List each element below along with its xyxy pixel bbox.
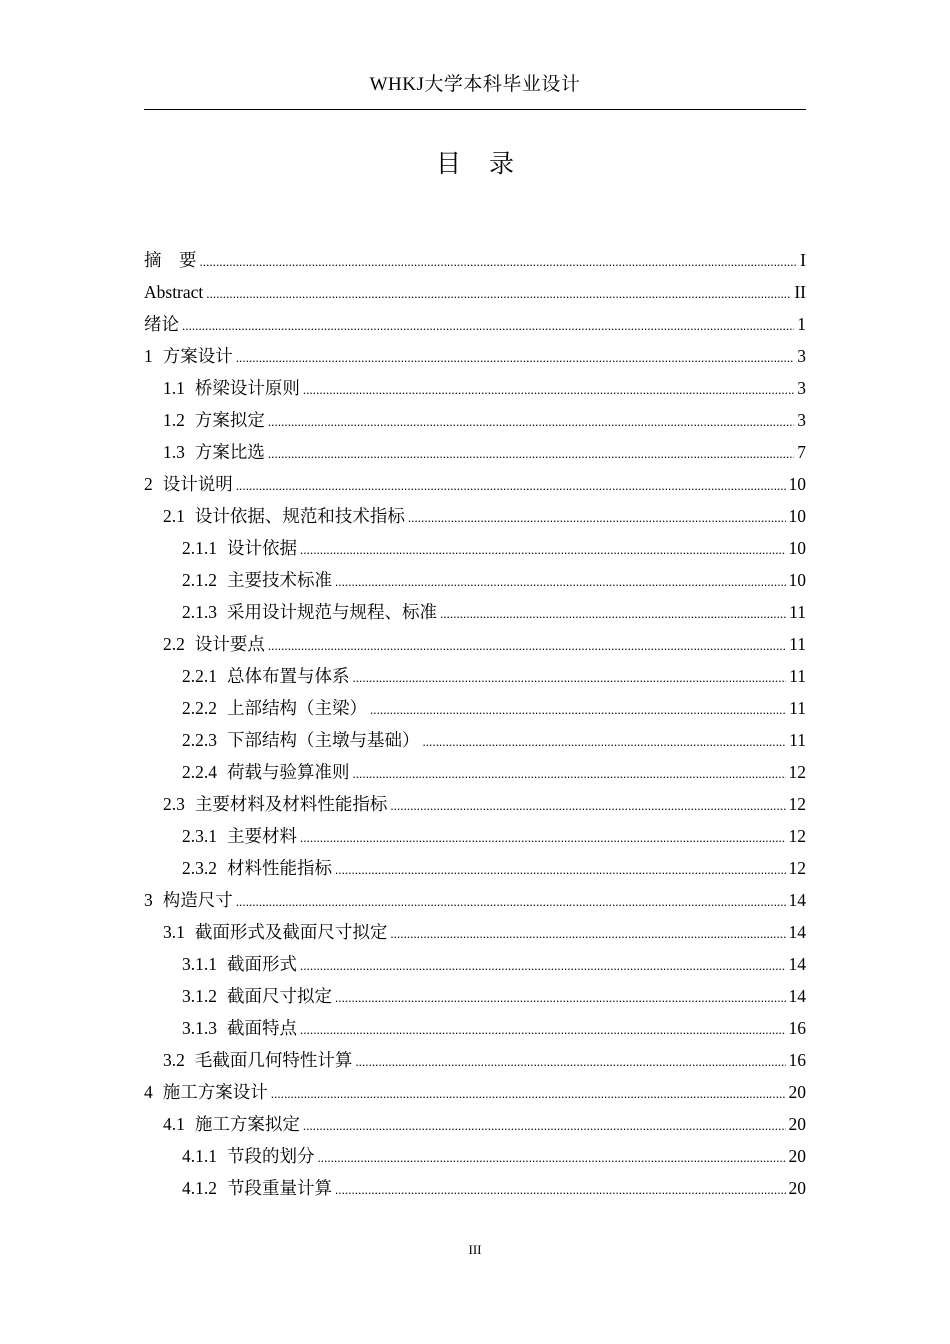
toc-entry-page: 11: [789, 602, 806, 622]
toc-entry-label: 截面尺寸拟定: [227, 986, 332, 1006]
toc-entry-label: 方案比选: [194, 442, 265, 462]
toc-entry-number: 2.1.3: [182, 602, 217, 622]
toc-entry[interactable]: [144, 692, 806, 724]
toc-entry-number: 2.2.4: [182, 762, 217, 782]
toc-entry-page: 3: [797, 346, 806, 366]
toc-leader-dots: [370, 692, 786, 724]
toc-entry[interactable]: [144, 916, 806, 948]
toc-entry[interactable]: [144, 1108, 806, 1140]
toc-entry-page: 12: [788, 762, 806, 782]
toc-leader-dots: [408, 500, 786, 532]
toc-leader-dots: [353, 660, 787, 692]
toc-entry[interactable]: [144, 884, 806, 916]
toc-entry-number: 2.1.2: [182, 570, 217, 590]
toc-leader-dots: [236, 468, 786, 500]
toc-entry[interactable]: [144, 628, 806, 660]
toc-entry-page: 11: [789, 634, 806, 654]
toc-entry[interactable]: [144, 724, 806, 756]
toc-entry-label: Abstract: [144, 282, 204, 302]
toc-entry-label: 总体布置与体系: [227, 666, 350, 686]
toc-entry-number: 2.1.1: [182, 538, 217, 558]
toc-entry[interactable]: [144, 244, 806, 276]
page-number: III: [468, 1242, 482, 1257]
toc-entry-number: 1.3: [163, 442, 185, 462]
toc-leader-dots: [300, 1012, 786, 1044]
toc-entry[interactable]: [144, 948, 806, 980]
toc-leader-dots: [303, 1108, 786, 1140]
toc-entry-page: 14: [788, 986, 806, 1006]
toc-entry[interactable]: [144, 468, 806, 500]
toc-entry[interactable]: [144, 980, 806, 1012]
toc-entry-number: 3.1.3: [182, 1018, 217, 1038]
toc-entry-page: II: [794, 282, 806, 302]
toc-leader-dots: [335, 1172, 786, 1204]
toc-entry[interactable]: [144, 1172, 806, 1204]
toc-leader-dots: [300, 820, 786, 852]
toc-leader-dots: [268, 628, 786, 660]
toc-leader-dots: [440, 596, 786, 628]
toc-entry[interactable]: [144, 340, 806, 372]
toc-entry[interactable]: [144, 404, 806, 436]
toc-entry[interactable]: [144, 276, 806, 308]
toc-entry-label: 设计要点: [194, 634, 265, 654]
toc-entry-label: 绪论: [144, 314, 179, 334]
toc-entry-number: 3.1: [163, 922, 185, 942]
toc-entry-number: 1.2: [163, 410, 185, 430]
toc-entry-label: 施工方案拟定: [194, 1114, 300, 1134]
toc-leader-dots: [271, 1076, 786, 1108]
toc-entry-label: 主要技术标准: [227, 570, 332, 590]
toc-entry-label: 设计依据: [227, 538, 297, 558]
toc-entry-label: 截面特点: [227, 1018, 297, 1038]
toc-entry-number: 4.1: [163, 1114, 185, 1134]
toc-entry-label: 截面形式及截面尺寸拟定: [194, 922, 388, 942]
toc-entry-label: 节段重量计算: [227, 1178, 332, 1198]
toc-entry-label: 采用设计规范与规程、标准: [227, 602, 437, 622]
toc-entry[interactable]: [144, 788, 806, 820]
toc-entry-page: 20: [788, 1082, 806, 1102]
toc-title-char-2: 录: [489, 149, 515, 178]
toc-entry-label: 摘 要: [144, 250, 197, 270]
toc-leader-dots: [182, 308, 794, 340]
toc-entry-page: 16: [788, 1018, 806, 1038]
toc-entry-page: 12: [788, 794, 806, 814]
toc-entry[interactable]: [144, 500, 806, 532]
toc-entry-label: 截面形式: [227, 954, 297, 974]
toc-leader-dots: [335, 852, 786, 884]
toc-entry-number: 2.2.2: [182, 698, 217, 718]
toc-entry-number: 3.1.2: [182, 986, 217, 1006]
toc-entry-page: 10: [788, 570, 806, 590]
toc-entry-number: 4.1.1: [182, 1146, 217, 1166]
toc-entry-page: 3: [797, 410, 806, 430]
toc-entry-page: 10: [788, 538, 806, 558]
toc-entry-page: 20: [788, 1114, 806, 1134]
toc-entry[interactable]: [144, 1140, 806, 1172]
toc-entry[interactable]: [144, 852, 806, 884]
toc-title: [0, 146, 950, 182]
toc-entry-label: 设计说明: [162, 474, 233, 494]
toc-leader-dots: [335, 564, 786, 596]
toc-entry-label: 主要材料: [227, 826, 297, 846]
toc-entry-label: 方案拟定: [194, 410, 265, 430]
toc-entry-page: 11: [789, 730, 806, 750]
toc-entry-page: 11: [789, 666, 806, 686]
toc-entry-label: 构造尺寸: [162, 890, 233, 910]
toc-leader-dots: [268, 404, 794, 436]
toc-leader-dots: [236, 884, 786, 916]
toc-leader-dots: [355, 1044, 785, 1076]
toc-entry-page: 12: [788, 858, 806, 878]
toc-entry-page: 3: [797, 378, 806, 398]
toc-entry-number: 2.3.2: [182, 858, 217, 878]
toc-leader-dots: [206, 276, 791, 308]
toc-entry-label: 施工方案设计: [162, 1082, 268, 1102]
toc-entry-label: 主要材料及材料性能指标: [194, 794, 388, 814]
toc-entry[interactable]: [144, 1012, 806, 1044]
toc-entry-page: I: [800, 250, 806, 270]
toc-entry-number: 4.1.2: [182, 1178, 217, 1198]
toc-entry-page: 1: [797, 314, 806, 334]
toc-leader-dots: [300, 532, 786, 564]
toc-entry[interactable]: [144, 1044, 806, 1076]
toc-entry-label: 上部结构（主梁）: [227, 698, 367, 718]
toc-entry-number: 2.2.3: [182, 730, 217, 750]
toc-title-char-1: 目: [435, 149, 461, 178]
toc-entry[interactable]: [144, 1076, 806, 1108]
toc-entry-label: 方案设计: [162, 346, 233, 366]
header-title: WHKJ大学本科毕业设计: [369, 74, 581, 95]
toc-entry[interactable]: [144, 372, 806, 404]
toc-leader-dots: [353, 756, 786, 788]
toc-entry-label: 材料性能指标: [227, 858, 332, 878]
toc-entry-number: 2: [144, 474, 153, 494]
toc-leader-dots: [236, 340, 795, 372]
header-divider: [144, 109, 806, 110]
toc-leader-dots: [390, 916, 785, 948]
toc-entry-number: 4: [144, 1082, 153, 1102]
toc-entry-page: 12: [788, 826, 806, 846]
toc-entry-label: 设计依据、规范和技术指标: [194, 506, 405, 526]
toc-leader-dots: [318, 1140, 786, 1172]
toc-entry-page: 16: [788, 1050, 806, 1070]
toc-entry-page: 10: [788, 506, 806, 526]
toc-entry[interactable]: [144, 436, 806, 468]
toc-entry-number: 2.2: [163, 634, 185, 654]
toc-entry-page: 14: [788, 954, 806, 974]
toc-leader-dots: [423, 724, 787, 756]
toc-entry-number: 3: [144, 890, 153, 910]
toc-entry-number: 3.2: [163, 1050, 185, 1070]
toc-entry-number: 2.3.1: [182, 826, 217, 846]
toc-entry-page: 10: [788, 474, 806, 494]
toc-entry[interactable]: [144, 660, 806, 692]
toc-entry[interactable]: [144, 820, 806, 852]
toc-leader-dots: [390, 788, 785, 820]
page-header: [144, 70, 806, 110]
toc-entry-label: 下部结构（主墩与基础）: [227, 730, 420, 750]
toc-entry-label: 桥梁设计原则: [194, 378, 300, 398]
toc-entry-page: 20: [788, 1178, 806, 1198]
toc-entry[interactable]: [144, 308, 806, 340]
toc-entry[interactable]: [144, 756, 806, 788]
toc-entry[interactable]: [144, 564, 806, 596]
toc-entry-number: 2.2.1: [182, 666, 217, 686]
toc-entry-number: 2.1: [163, 506, 185, 526]
toc-entry-label: 毛截面几何特性计算: [194, 1050, 353, 1070]
toc-entry-number: 1.1: [163, 378, 185, 398]
toc-entry-label: 荷载与验算准则: [227, 762, 350, 782]
toc-entry-number: 2.3: [163, 794, 185, 814]
toc-leader-dots: [303, 372, 794, 404]
toc-entry-page: 11: [789, 698, 806, 718]
toc-entry-label: 节段的划分: [227, 1146, 315, 1166]
toc-leader-dots: [335, 980, 786, 1012]
toc-entry-number: 3.1.1: [182, 954, 217, 974]
toc-entry-page: 14: [788, 890, 806, 910]
toc-entry-page: 7: [797, 442, 806, 462]
toc-entry-page: 14: [788, 922, 806, 942]
toc-entry-page: 20: [788, 1146, 806, 1166]
toc-leader-dots: [268, 436, 794, 468]
toc-leader-dots: [200, 244, 798, 276]
toc-leader-dots: [300, 948, 786, 980]
toc-entry[interactable]: [144, 532, 806, 564]
table-of-contents: [144, 244, 806, 1204]
toc-entry-number: 1: [144, 346, 153, 366]
toc-entry[interactable]: [144, 596, 806, 628]
